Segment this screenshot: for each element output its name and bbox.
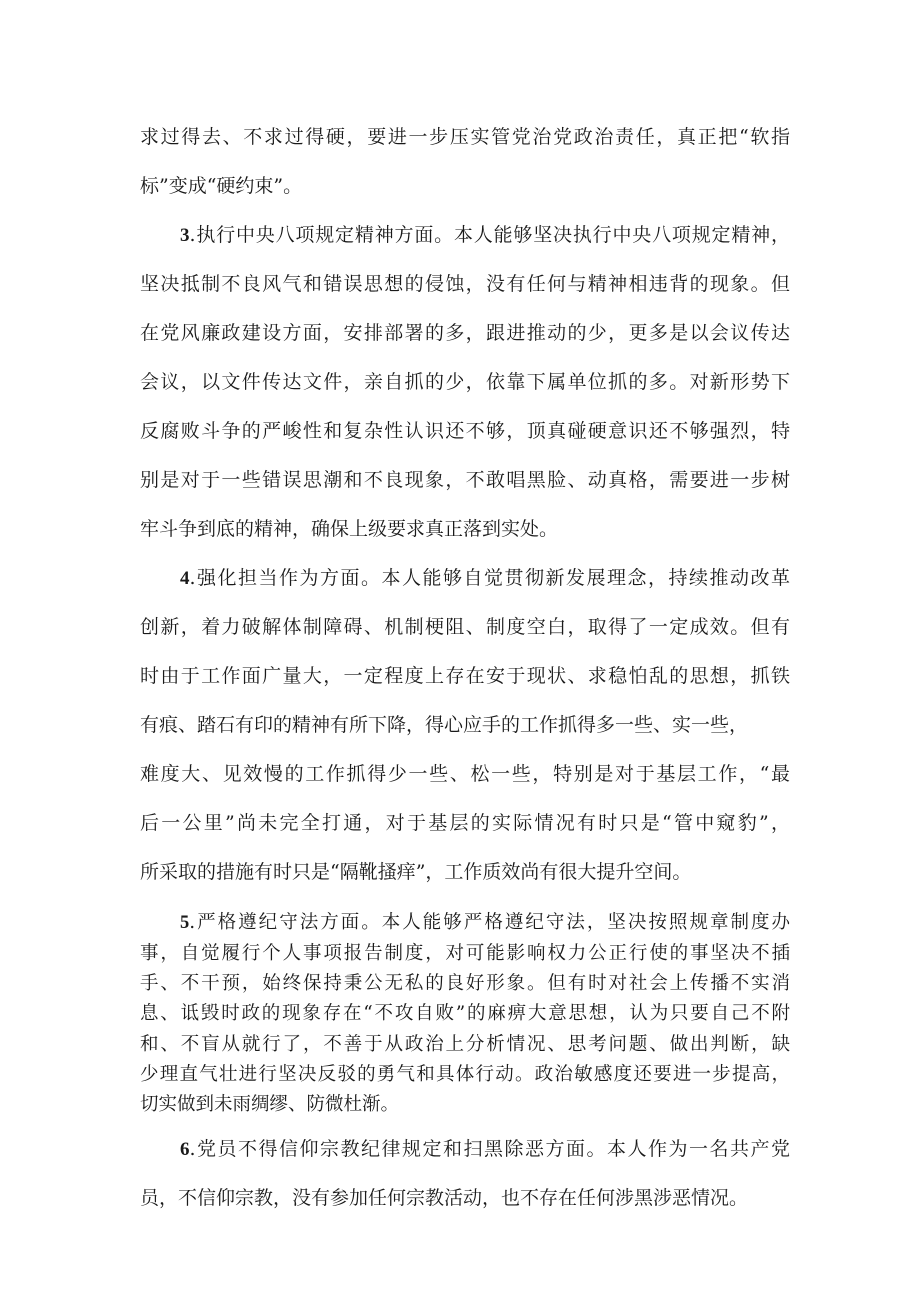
text-line: 有痕、踏石有印的精神有所下降，得心应手的工作抓得多一些、实一些， (140, 714, 749, 736)
text-line: 在党风廉政建设方面，安排部署的多，跟进推动的少，更多是以会议传达 (140, 322, 790, 344)
text-line: 难度大、见效慢的工作抓得少一些、松一些，特别是对于基层工作，“最 (140, 763, 790, 785)
text-line: 少理直气壮进行坚决反驳的勇气和具体行动。政治敏感度还要进一步提高， (140, 1064, 790, 1085)
text-line (180, 563, 790, 590)
text-line: 牢斗争到底的精神，确保上级要求真正落到实处。 (140, 518, 559, 540)
paragraph-number: 5 (180, 913, 190, 933)
text-line (180, 1134, 790, 1161)
text-line: 创新，着力破解体制障碍、机制梗阻、制度空白，取得了一定成效。但有 (140, 616, 790, 638)
line-text: .强化担当作为方面。本人能够自觉贯彻新发展理念，持续推动改革 (189, 567, 790, 589)
text-line: 标”变成“硬约束”。 (140, 175, 303, 197)
text-line: 后一公里”尚未完全打通，对于基层的实际情况有时只是“管中窥豹”， (140, 812, 790, 834)
text-line (180, 220, 790, 247)
text-line: 员，不信仰宗教，没有参加任何宗教活动，也不存在任何涉黑涉恶情况。 (140, 1187, 749, 1209)
paragraph-number: 3 (180, 225, 190, 246)
text-line: 会议，以文件传达文件，亲自抓的少，依靠下属单位抓的多。对新形势下 (140, 371, 790, 393)
text-line: 事，自觉履行个人事项报告制度，对可能影响权力公正行使的事坚决不插 (140, 943, 790, 964)
text-line (180, 908, 790, 934)
text-line: 别是对于一些错误思潮和不良现象，不敢唱黑脸、动真格，需要进一步树 (140, 469, 790, 491)
text-line: 时由于工作面广量大，一定程度上存在安于现状、求稳怕乱的思想，抓铁 (140, 665, 790, 687)
paragraph-number: 6 (180, 1139, 190, 1160)
line-text: .严格遵纪守法方面。本人能够严格遵纪守法，坚决按照规章制度办 (189, 912, 790, 933)
line-text: .执行中央八项规定精神方面。本人能够坚决执行中央八项规定精神， (189, 224, 790, 246)
text-line: 和、不盲从就行了，不善于从政治上分析情况、思考问题、做出判断，缺 (140, 1034, 790, 1055)
text-line: 息、诋毁时政的现象存在“不攻自败”的麻痹大意思想，认为只要自己不附 (140, 1003, 790, 1024)
paragraph-number: 4 (180, 568, 190, 589)
text-line: 求过得去、不求过得硬，要进一步压实管党治党政治责任，真正把“软指 (140, 126, 790, 148)
text-line: 反腐败斗争的严峻性和复杂性认识还不够，顶真碰硬意识还不够强烈，特 (140, 420, 790, 442)
text-line: 切实做到未雨绸缪、防微杜渐。 (140, 1094, 400, 1115)
text-line: 所采取的措施有时只是“隔靴搔痒”，工作质效尚有很大提升空间。 (140, 861, 692, 883)
text-line: 坚决抵制不良风气和错误思想的侵蚀，没有任何与精神相违背的现象。但 (140, 273, 790, 295)
line-text: .党员不得信仰宗教纪律规定和扫黑除恶方面。本人作为一名共产党 (189, 1138, 790, 1160)
text-line: 手、不干预，始终保持秉公无私的良好形象。但有时对社会上传播不实消 (140, 973, 790, 994)
